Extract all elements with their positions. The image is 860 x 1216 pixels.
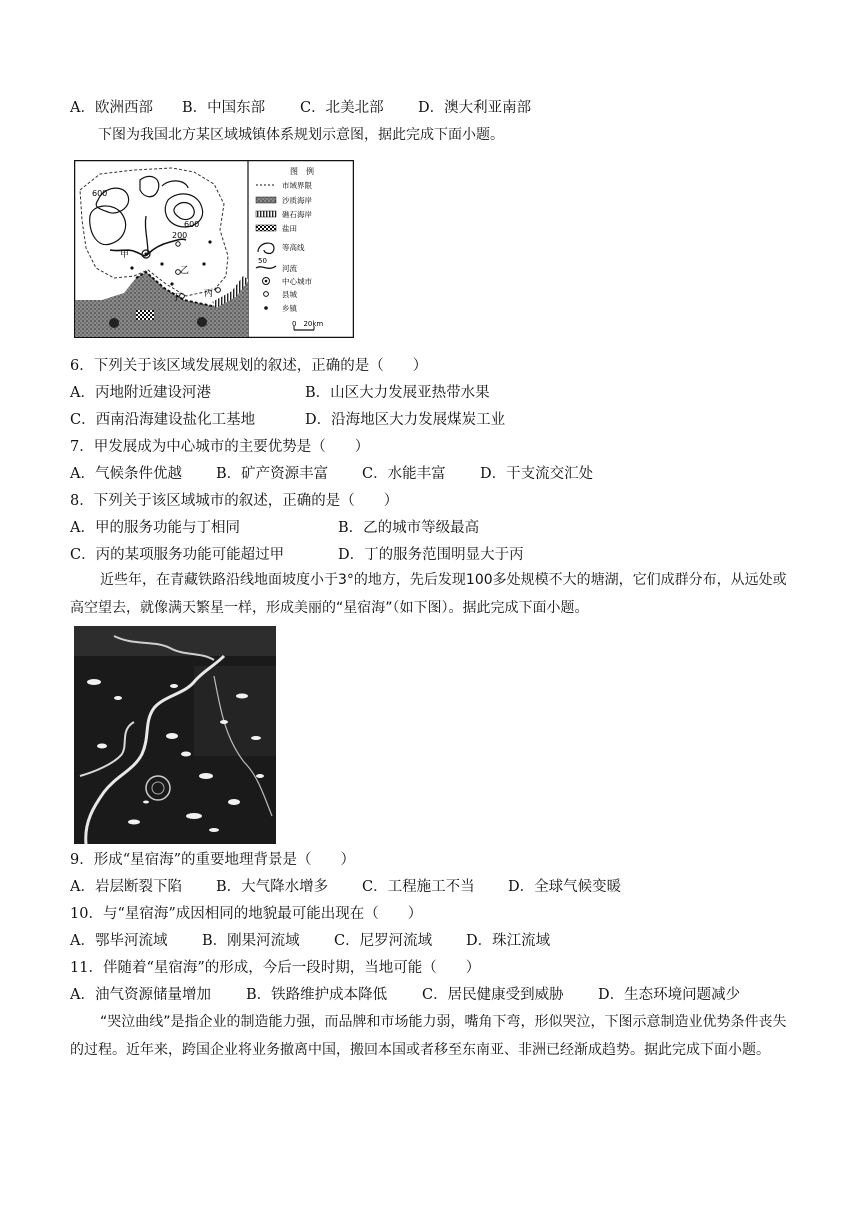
q9-option-d: D．全球气候变暖 xyxy=(508,879,622,895)
q11-options xyxy=(70,985,740,1005)
q5-option-b: B．中国东部 xyxy=(182,100,266,116)
q6-options-row1 xyxy=(70,383,490,403)
q8-options-row1 xyxy=(70,518,479,538)
place-label-yi: 乙 xyxy=(180,266,190,276)
q8-options-row2 xyxy=(70,545,524,565)
legend-title: 图 例 xyxy=(290,167,314,176)
xingsu-passage: 近些年，在青藏铁路沿线地面坡度小于3°的地方，先后发现100多处规模不大的塘湖，它们成群分布，从远处或高空望去，就像满天繁星一样，形成美丽的“星宿海”（如下图）。据此完成下面小题。 xyxy=(70,572,787,616)
region-map xyxy=(74,160,354,338)
crying-curve-passage: “哭泣曲线”是指企业的制造能力强，而品牌和市场能力弱，嘴角下弯，形似哭泣，下图示意制造业优势条件丧失的过程。近年来，跨国企业将业务撤离中国，搬回本国或者移至东南亚、非洲已经渐成趋势。据此完成下面小题。 xyxy=(70,1014,787,1058)
contour-label-600a: 600 xyxy=(92,189,108,198)
contour-label-200: 200 xyxy=(172,231,188,240)
q11-option-b: B．铁路维护成本降低 xyxy=(246,987,388,1003)
legend-contour: 等高线 xyxy=(282,243,305,252)
legend-contour-50: 50 xyxy=(258,257,267,265)
q6-option-b: B．山区大力发展亚热带水果 xyxy=(305,385,490,401)
xingsu-photo xyxy=(74,626,276,844)
place-label-bing: 丙 xyxy=(204,289,214,299)
q9-stem: 9．形成“星宿海”的重要地理背景是（ ） xyxy=(70,852,356,868)
q9-option-b: B．大气降水增多 xyxy=(216,879,329,895)
q6-options-row2 xyxy=(70,410,505,430)
q9-option-c: C．工程施工不当 xyxy=(362,879,475,895)
town-marker xyxy=(160,262,163,265)
legend-county: 县城 xyxy=(282,290,297,299)
place-label-ding: 丁 xyxy=(172,293,182,303)
q8-stem: 8．下列关于该区域城市的叙述，正确的是（ ） xyxy=(70,493,399,509)
scale-label: 0 20km xyxy=(292,320,324,328)
legend-center-city: 中心城市 xyxy=(282,277,312,286)
q11-stem: 11．伴随着“星宿海”的形成，今后一段时期，当地可能（ ） xyxy=(70,960,481,976)
q6-option-d: D．沿海地区大力发展煤炭工业 xyxy=(305,412,506,428)
q9-options xyxy=(70,877,621,897)
legend-river: 河流 xyxy=(282,264,297,273)
q10-option-c: C．尼罗河流域 xyxy=(334,933,433,949)
contour-label-600b: 600 xyxy=(184,220,200,229)
q7-option-b: B．矿产资源丰富 xyxy=(216,466,329,482)
q6-stem: 6．下列关于该区域发展规划的叙述，正确的是（ ） xyxy=(70,358,428,374)
q7-option-a: A．气候条件优越 xyxy=(70,466,182,482)
q7-option-c: C．水能丰富 xyxy=(362,466,446,482)
q5-option-a: A．欧洲西部 xyxy=(70,100,153,116)
q8-option-d: D．丁的服务范围明显大于丙 xyxy=(338,547,524,563)
q11-option-d: D．生态环境问题减少 xyxy=(598,987,741,1003)
q9-option-a: A．岩层断裂下陷 xyxy=(70,879,182,895)
legend-town: 乡镇 xyxy=(282,304,297,313)
map-intro: 下图为我国北方某区域城镇体系规划示意图，据此完成下面小题。 xyxy=(98,127,504,143)
q11-option-c: C．居民健康受到威胁 xyxy=(422,987,564,1003)
legend-rocky-coast: 礁石海岸 xyxy=(282,210,312,219)
q10-stem: 10．与“星宿海”成因相同的地貌最可能出现在（ ） xyxy=(70,906,423,922)
q10-option-a: A．鄂毕河流域 xyxy=(70,933,168,949)
q10-options xyxy=(70,931,550,951)
place-label-jia: 甲 xyxy=(120,250,130,260)
q10-option-d: D．珠江流域 xyxy=(466,933,551,949)
q7-options xyxy=(70,464,593,484)
q5-option-c: C．北美北部 xyxy=(300,100,384,116)
q8-option-a: A．甲的服务功能与丁相同 xyxy=(70,520,240,536)
q6-option-a: A．丙地附近建设河港 xyxy=(70,385,211,401)
q5-option-d: D．澳大利亚南部 xyxy=(418,100,532,116)
q5-options xyxy=(70,98,531,118)
q6-option-c: C．西南沿海建设盐化工基地 xyxy=(70,412,256,428)
salt-field xyxy=(136,310,154,320)
q7-stem: 7．甲发展成为中心城市的主要优势是（ ） xyxy=(70,439,370,455)
q8-option-c: C．丙的某项服务功能可能超过甲 xyxy=(70,547,285,563)
legend-boundary: 市域界限 xyxy=(282,181,312,190)
legend-salt-field: 盐田 xyxy=(282,224,297,233)
q11-option-a: A．油气资源储量增加 xyxy=(70,987,211,1003)
q8-option-b: B．乙的城市等级最高 xyxy=(338,520,480,536)
q7-option-d: D．干支流交汇处 xyxy=(480,466,594,482)
q10-option-b: B．刚果河流域 xyxy=(202,933,300,949)
legend-sandy-coast: 沙质海岸 xyxy=(282,196,312,205)
